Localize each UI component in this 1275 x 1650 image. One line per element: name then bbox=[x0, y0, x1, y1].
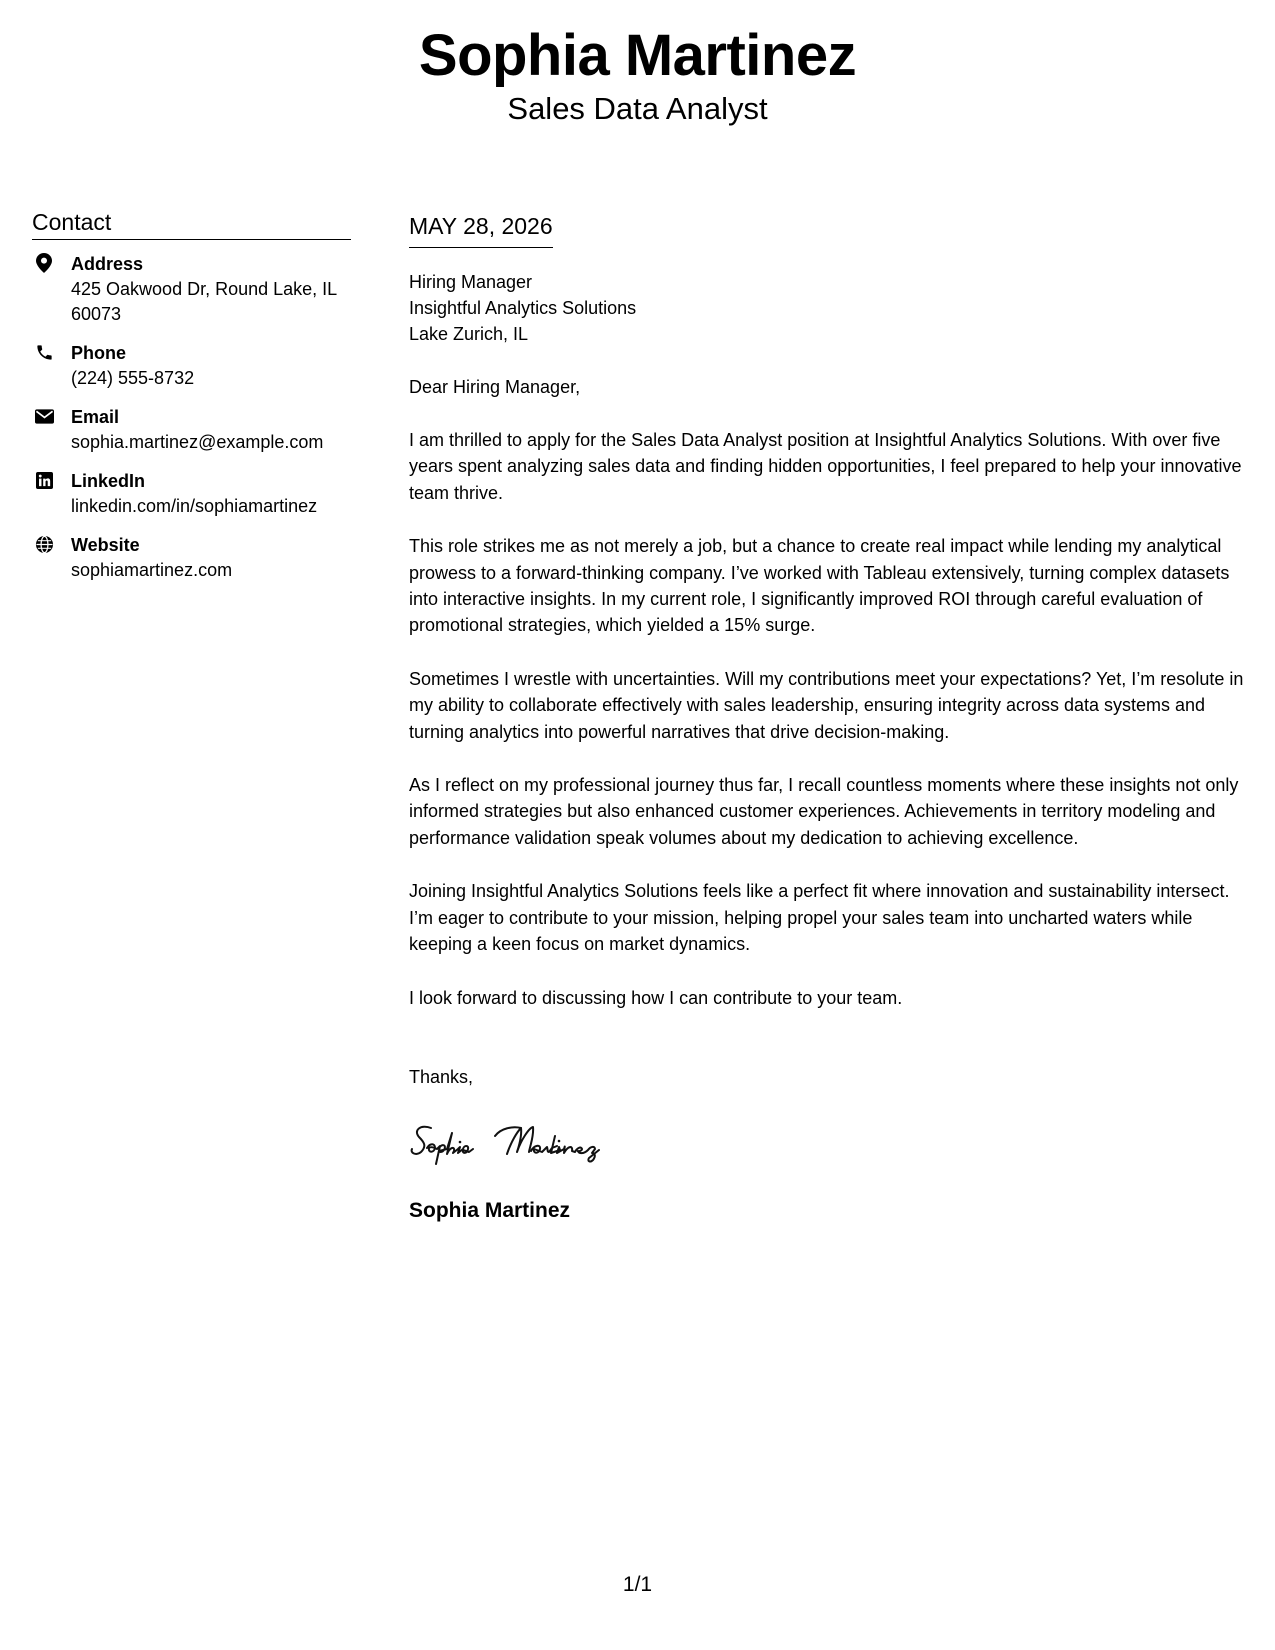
envelope-icon bbox=[34, 406, 54, 426]
greeting: Dear Hiring Manager, bbox=[409, 377, 581, 397]
signer-name: Sophia Martinez bbox=[409, 1198, 571, 1222]
contact-website bbox=[32, 533, 351, 583]
linkedin-label: LinkedIn bbox=[71, 471, 146, 491]
globe-icon bbox=[34, 534, 54, 554]
website-label: Website bbox=[71, 535, 140, 555]
linkedin-value: linkedin.com/in/sophiamartinez bbox=[71, 496, 318, 516]
recipient-location: Lake Zurich, IL bbox=[409, 324, 529, 344]
contact-phone bbox=[32, 341, 351, 391]
handwritten-signature bbox=[409, 1118, 669, 1170]
job-title: Sales Data Analyst bbox=[507, 91, 768, 126]
body-paragraph: I am thrilled to apply for the Sales Data Analyst position at Insightful Analytics Solutions. With over five years spent analyzing sales data and finding hidden opportunities, I feel prepared to help your innovative team thrive. bbox=[409, 430, 1242, 503]
map-pin-icon bbox=[34, 253, 54, 273]
applicant-name: Sophia Martinez bbox=[418, 23, 857, 88]
contact-heading: Contact bbox=[32, 208, 351, 240]
body-paragraph: Sometimes I wrestle with uncertainties. Will my contributions meet your expectations? Yet, I’m resolute in my ability to collaborate effectively with sales leadership, ensuring integrity across data systems and turning analytics into powerful narratives that drive decision-making. bbox=[409, 668, 1244, 742]
date-block bbox=[409, 212, 553, 248]
phone-value: (224) 555-8732 bbox=[71, 368, 195, 388]
contact-linkedin bbox=[32, 469, 351, 519]
recipient-block bbox=[409, 269, 1245, 347]
recipient-company: Insightful Analytics Solutions bbox=[409, 298, 637, 318]
contact-sidebar bbox=[32, 208, 351, 597]
body-paragraph: This role strikes me as not merely a job, but a chance to create real impact while lending my analytical prowess to a forward-thinking company. I’ve worked with Tableau extensively, turning complex datasets into interactive insights. In my current role, I significantly improved ROI through careful evaluation of promotional strategies, which yielded a 15% surge. bbox=[409, 536, 1230, 636]
page-number: 1/1 bbox=[622, 1573, 653, 1596]
letter-date: MAY 28, 2026 bbox=[409, 213, 553, 239]
body-paragraph: As I reflect on my professional journey thus far, I recall countless moments where these insights not only informed strategies but also enhanced customer experiences. Achievements in territory modeling and performance validation speak volumes about my dedication to achieving excellence. bbox=[409, 775, 1239, 848]
phone-icon bbox=[34, 342, 54, 362]
recipient-name: Hiring Manager bbox=[409, 272, 533, 292]
contact-address bbox=[32, 252, 351, 327]
body-paragraph: Joining Insightful Analytics Solutions feels like a perfect fit where innovation and sustainability intersect. I’m eager to contribute to your mission, helping propel your sales team into uncharted waters while keeping a keen focus on market dynamics. bbox=[409, 881, 1230, 955]
contact-list bbox=[32, 252, 351, 583]
letter-body bbox=[409, 212, 1245, 1224]
closing: Thanks, bbox=[409, 1066, 474, 1087]
address-value: 425 Oakwood Dr, Round Lake, IL 60073 bbox=[71, 279, 337, 324]
linkedin-icon bbox=[34, 470, 54, 490]
letter-header bbox=[0, 22, 1275, 128]
contact-email bbox=[32, 405, 351, 455]
body-paragraph: I look forward to discussing how I can contribute to your team. bbox=[409, 987, 903, 1008]
address-label: Address bbox=[71, 254, 144, 274]
email-label: Email bbox=[71, 407, 120, 427]
website-value: sophiamartinez.com bbox=[71, 560, 233, 580]
phone-label: Phone bbox=[71, 343, 127, 363]
email-value: sophia.martinez@example.com bbox=[71, 432, 324, 452]
